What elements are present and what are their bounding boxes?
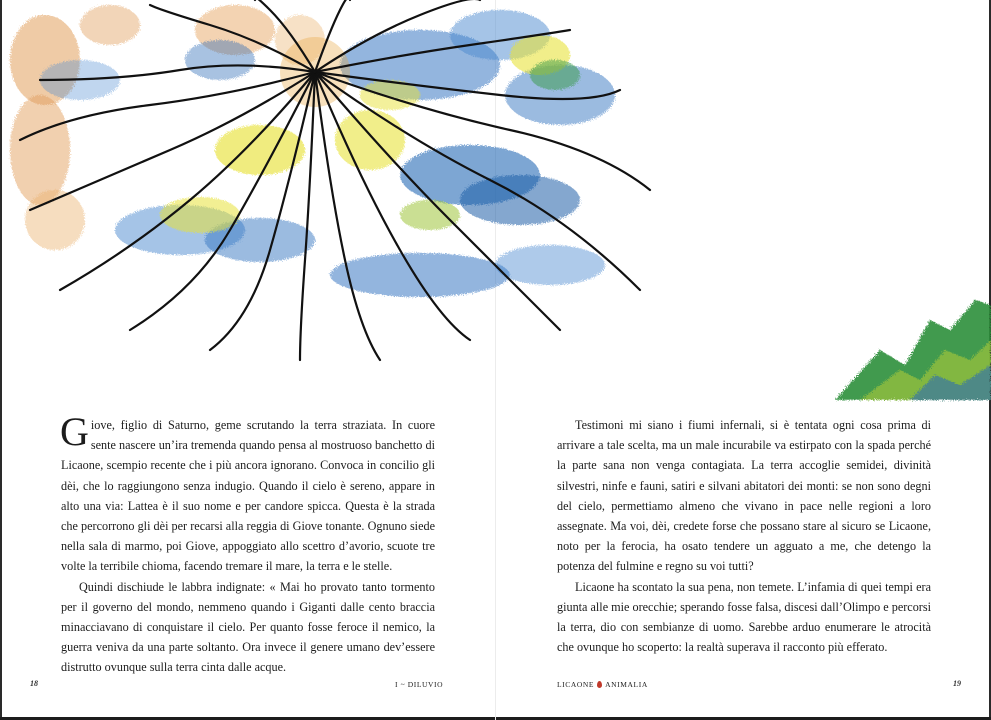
paragraph-4: Licaone ha scontato la sua pena, non temete. L’infamia di quei tempi era giunta alle mie orecchie; sperando fosse falsa, discesi dall’Olimpo e percorsi la terra, dio con sembianze di uomo. Sarebbe arduo enumerare le atrocità che ovunque ho scoperto: la realtà superava il racconto più efferato.: [557, 579, 931, 655]
paragraph-1-text: iove, figlio di Saturno, geme scrutando la terra straziata. In cuore sente nascere un’ira tremenda quando pensa al mostruoso banchetto di Licaone, scempio recente che i più ancora ignorano. Convoca in concilio gli dèi, che lo raggiungono senza indugio. Quando il cielo è sereno, appare in alto una via: Lattea è il suo nome e per candore spicca. Questa è la strada che percorrono gli dèi per recarsi alla reggia di Giove tonante. Ognuno siede nella sala di marmo, poi Giove, appoggiato allo scettro d’avorio, scuote tre volte la terribile chioma, facendo tremare il mare, la terra e le stelle.: [61, 418, 435, 574]
paragraph-2: Quindi dischiude le labbra indignate: « Mai ho provato tanto tormento per il governo del mondo, nemmeno quando i Giganti dalle cento braccia minacciavano di conquistare il cielo. Per quanto fosse feroce il nemico, la guerra veniva da una parte soltanto. Ora invece il genere umano dev’essere distrutto ovunque sulla terra cinta dalle acque.: [61, 579, 435, 675]
page-number-right: 19: [953, 679, 961, 688]
running-head-title: LICAONE: [557, 680, 595, 689]
dropcap: G: [60, 409, 89, 454]
running-head-right: [557, 680, 648, 689]
drop-icon: [597, 681, 602, 688]
left-page-text: [60, 409, 435, 678]
green-mountains: [835, 300, 991, 400]
page-number-left: 18: [30, 679, 38, 688]
running-head-left: I ~ DILUVIO: [395, 680, 444, 689]
running-head-book: ANIMALIA: [605, 680, 648, 689]
paragraph-1: [60, 409, 435, 577]
paragraph-3: Testimoni mi siano i fiumi infernali, si è tentata ogni cosa prima di arrivare a tale scelta, ma un male incurabile va estirpato con la spada perché la parte sana non venga contagiata. La terra accoglie semidei, divinità silvestri, ninfe e fauni, satiri e silvani abitatori dei monti: se non sono degni del cielo, permettiamo almeno che vivano in pace nelle regioni a loro assegnate. Ma voi, dèi, credete forse che possano stare al sicuro se Licaone, noto per la ferocia, ha osato tendere un agguato a me, che detengo la potenza del fulmine e regno su voi tutti?: [557, 418, 931, 574]
right-page-text: [557, 415, 931, 657]
